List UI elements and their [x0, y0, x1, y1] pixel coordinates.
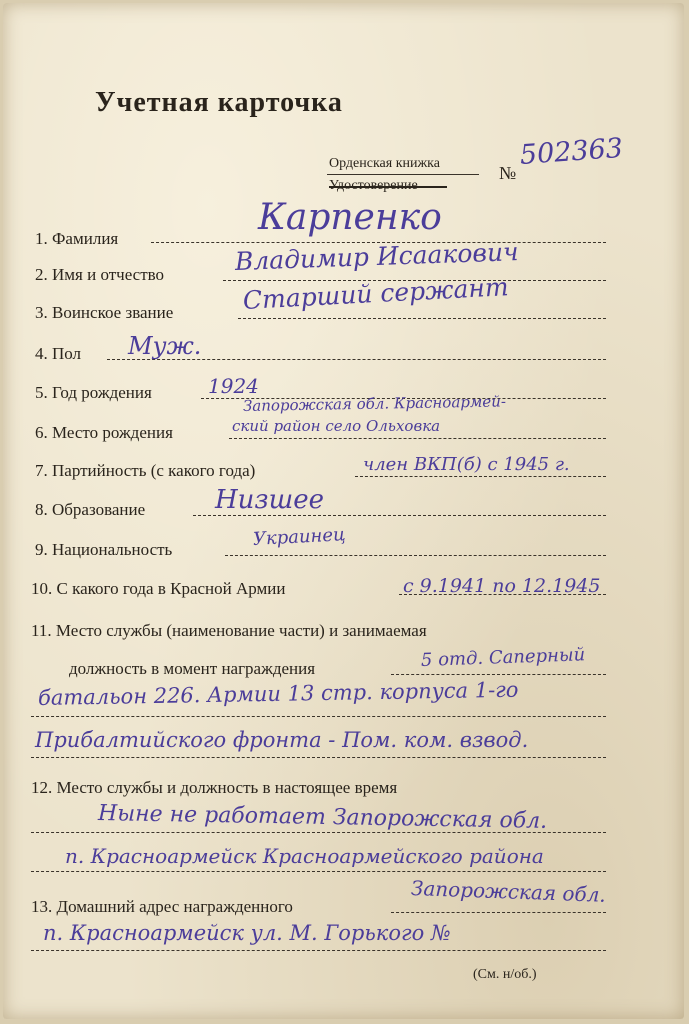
field-name-label: 2. Имя и отчество	[35, 265, 165, 284]
field-rank-line	[238, 318, 606, 319]
field-nationality-label: 9. Национальность	[35, 540, 173, 559]
doc-type-underline	[327, 174, 479, 175]
field-nationality-line	[225, 555, 606, 556]
field-surname-value: Карпенко	[258, 197, 442, 238]
field-service-place-line-2	[31, 716, 606, 717]
field-service-place-value-1: 5 отд. Саперный	[420, 644, 586, 671]
field-party-value: член ВКП(б) с 1945 г.	[363, 454, 570, 475]
field-service-place-label-2: должность в момент награждения	[69, 659, 316, 678]
field-army-since-value: с 9.1941 по 12.1945	[403, 575, 601, 597]
field-rank-value: Старший сержант	[242, 272, 510, 315]
field-current-place-value-1: Ныне не работает Запорожская обл.	[97, 801, 548, 834]
field-current-place-line-2	[31, 871, 606, 872]
field-home-address-value-1: Запорожская обл.	[410, 876, 607, 907]
field-education-line	[193, 515, 606, 516]
field-birthplace-line	[229, 438, 606, 439]
field-rank-label: 3. Воинское звание	[35, 303, 174, 322]
field-service-place-value-2: батальон 226. Армии 13 стр. корпуса 1-го	[37, 677, 519, 710]
field-education-label: 8. Образование	[35, 500, 146, 519]
field-current-place-value-2: п. Красноармейск Красноармейского района	[65, 844, 544, 868]
field-birthplace-value-1: Запорожская обл. Красноармей-	[242, 392, 507, 415]
field-service-place-line-1	[391, 674, 606, 675]
field-home-address-value-2: п. Красноармейск ул. М. Горького №	[43, 921, 451, 945]
field-birthplace-label: 6. Место рождения	[35, 423, 173, 442]
field-sex-label: 4. Пол	[35, 344, 82, 363]
field-home-address-line-2	[31, 950, 606, 951]
field-birthplace-value-2: ский район село Ольховка	[232, 417, 441, 435]
field-home-address-label: 13. Домашний адрес награжденного	[31, 897, 293, 916]
field-birth-year-value: 1924	[208, 374, 259, 398]
field-party-label: 7. Партийность (с какого года)	[35, 461, 256, 480]
field-sex-value: Муж.	[128, 332, 202, 360]
field-army-since-label: 10. С какого года в Красной Армии	[31, 579, 286, 598]
field-service-place-line-3	[31, 757, 606, 758]
doc-type-order-book: Орденская книжка	[329, 156, 440, 171]
card-title: Учетная карточка	[95, 87, 343, 118]
number-prefix: №	[499, 163, 517, 183]
certificate-strikethrough	[329, 186, 447, 188]
field-current-place-label: 12. Место службы и должность в настоящее время	[31, 778, 398, 797]
footer-note: (См. н/об.)	[473, 967, 537, 982]
card-number: 502363	[518, 132, 624, 171]
field-surname-label: 1. Фамилия	[35, 229, 119, 248]
field-birth-year-label: 5. Год рождения	[35, 383, 152, 402]
field-nationality-value: Украинец	[252, 524, 347, 550]
field-home-address-line-1	[391, 912, 606, 913]
field-name-value: Владимир Исаакович	[234, 237, 520, 276]
field-service-place-value-3: Прибалтийского фронта - Пом. ком. взвод.	[35, 728, 529, 752]
doc-type-certificate: Удостоверение	[329, 178, 418, 193]
field-education-value: Низшее	[215, 485, 325, 515]
field-service-place-label-1: 11. Место службы (наименование части) и занимаемая	[31, 621, 427, 640]
registration-card	[3, 3, 684, 1019]
